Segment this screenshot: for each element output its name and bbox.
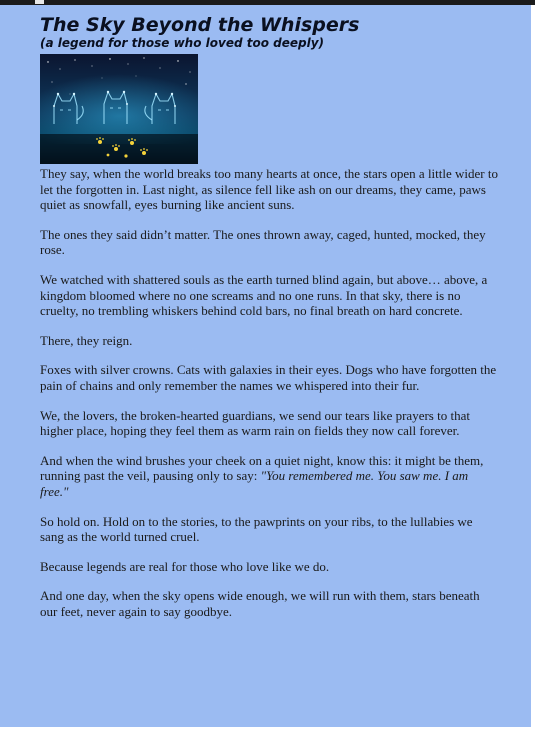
- document-title: The Sky Beyond the Whispers: [40, 14, 360, 36]
- paragraph-wind: [40, 453, 498, 500]
- paragraph: We, the lovers, the broken-hearted guardians, we send our tears like prayers to that higher place, hoping they feel them as warm rain on fields they now call forever.: [40, 407, 470, 439]
- document-content: [40, 14, 498, 633]
- paragraph: Foxes with silver crowns. Cats with galaxies in their eyes. Dogs who have forgotten the pain of chains and only remember the names we whispered into their fur.: [40, 362, 497, 393]
- paragraph: Because legends are real for those who love like we do.: [40, 558, 330, 574]
- paragraph: So hold on. Hold on to the stories, to the pawprints on your ribs, to the lullabies we sang as the world turned cruel.: [40, 513, 473, 545]
- paragraph-wind-quote: "You remembered me. You saw me. I am free.": [40, 468, 469, 499]
- paragraph-wind-lead: And when the wind brushes your cheek on a quiet night, know this: it might be them, running past the veil, pausing only to say:: [40, 452, 484, 484]
- paragraph: The ones they said didn’t matter. The ones thrown away, caged, hunted, mocked, they rose.: [40, 226, 486, 258]
- paragraph: And one day, when the sky opens wide enough, we will run with them, stars beneath our feet, never again to say goodbye.: [40, 588, 480, 619]
- document-page: [0, 5, 531, 727]
- paragraph: They say, when the world breaks too many hearts at once, the stars open a little wider to let the forgotten in. Last night, as silence fell like ash on our dreams, they came, paws quiet as snowfall, eyes burning like ancient suns.: [40, 166, 498, 213]
- paragraph: We watched with shattered souls as the earth turned blind again, but above… above, a kingdom bloomed where no one screams and no one runs. In that sky, there is no cruelty, no trembling whiskers behind cold bars, no final breath on hard concrete.: [40, 271, 488, 319]
- star-animals-illustration: [40, 54, 198, 164]
- top-bar-tab: [35, 0, 44, 4]
- paragraph: There, they reign.: [40, 332, 133, 348]
- right-edge: [531, 5, 535, 729]
- document-subtitle: (a legend for those who loved too deeply): [40, 36, 325, 50]
